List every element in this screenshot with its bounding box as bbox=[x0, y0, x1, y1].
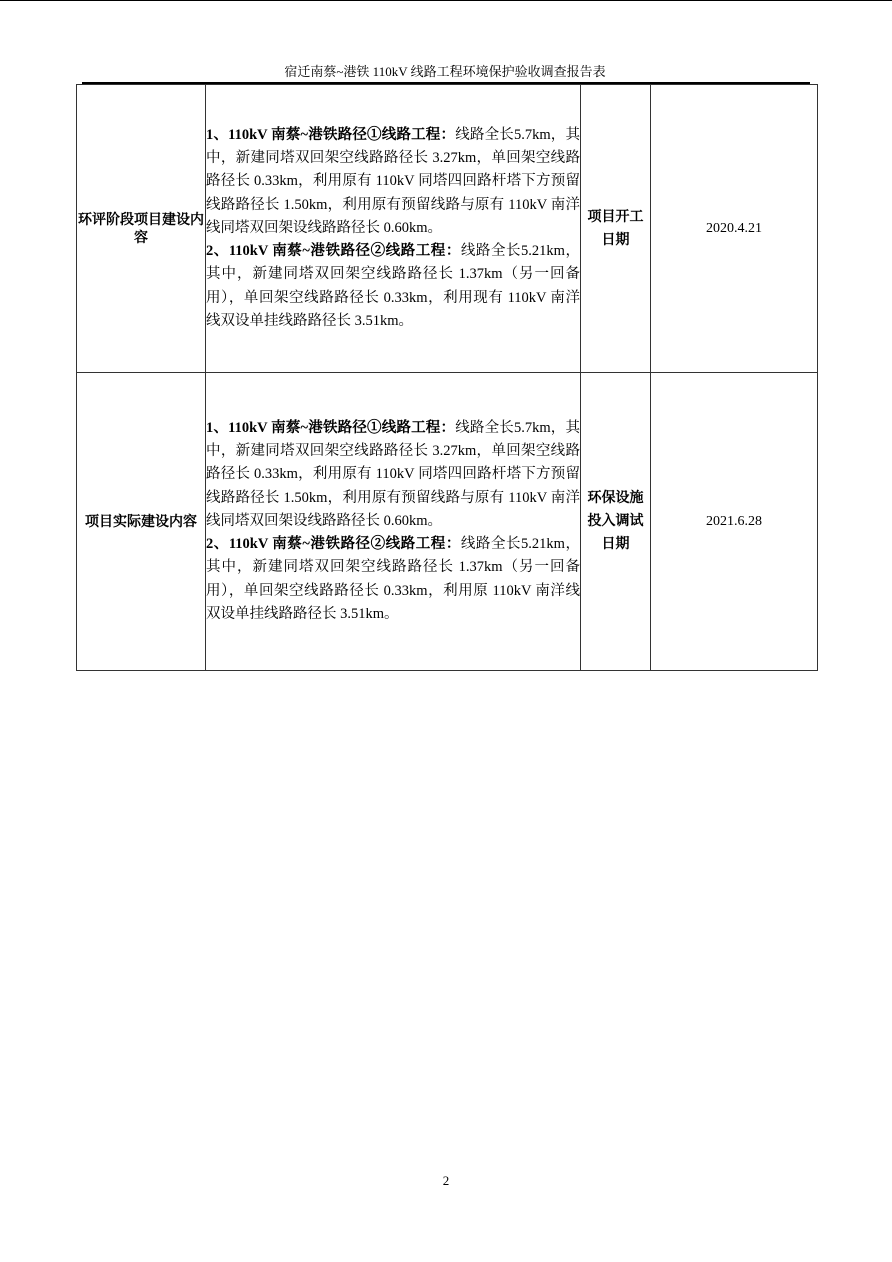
content-item-text: 线路全长5.21km，其中，新建同塔双回架空线路路径长 1.37km（另一回备用），单回架空线路路径长 0.33km，利用原 110kV 南洋线双设单挂线路路径长 3.51km。 bbox=[206, 536, 581, 622]
row-label-cell bbox=[77, 85, 206, 373]
content-item-heading: 2、110kV 南蔡~港铁路径②线路工程： bbox=[206, 243, 461, 260]
content-item bbox=[206, 533, 580, 626]
content-item-heading: 1、110kV 南蔡~港铁路径①线路工程： bbox=[206, 420, 456, 437]
content-item-text: 线路全长5.21km，其中，新建同塔双回架空线路路径长 1.37km（另一回备用），单回架空线路路径长 0.33km，利用现有 110kV 南洋线双设单挂线路路径长 3.51km。 bbox=[206, 243, 581, 329]
content-item-text: 线路全长5.7km，其中，新建同塔双回架空线路路径长 3.27km，单回架空线路路径长 0.33km，利用原有 110kV 同塔四回路杆塔下方预留线路路径长 1.50km，利用原有预留线路与原有 110kV 南洋线同塔双回架设线路路径长 0.60km。 bbox=[206, 420, 581, 529]
construction-content-cell bbox=[206, 85, 581, 373]
row-label: 项目实际建设内容 bbox=[85, 513, 197, 530]
commissioning-date-label: 环保设施投入调试日期 bbox=[587, 490, 644, 552]
date-value-cell bbox=[651, 85, 818, 373]
content-item-heading: 1、110kV 南蔡~港铁路径①线路工程： bbox=[206, 127, 456, 144]
table-row-actual-construction bbox=[77, 373, 818, 671]
commissioning-date-value: 2021.6.28 bbox=[706, 513, 762, 529]
date-label-cell bbox=[581, 373, 651, 671]
content-item bbox=[206, 417, 580, 533]
row-label: 环评阶段项目建设内容 bbox=[78, 211, 204, 246]
page-top-border bbox=[0, 0, 892, 1]
content-item bbox=[206, 124, 580, 240]
content-item-heading: 2、110kV 南蔡~港铁路径②线路工程： bbox=[206, 536, 461, 553]
project-info-table bbox=[76, 84, 818, 671]
date-label-cell bbox=[581, 85, 651, 373]
start-date-value: 2020.4.21 bbox=[706, 220, 762, 236]
table-row-eia-stage bbox=[77, 85, 818, 373]
running-header: 宿迁南蔡~港铁 110kV 线路工程环境保护验收调查报告表 bbox=[284, 64, 606, 79]
page-number: 2 bbox=[442, 1173, 450, 1188]
date-value-cell bbox=[651, 373, 818, 671]
construction-content-cell bbox=[206, 373, 581, 671]
start-date-label: 项目开工日期 bbox=[587, 208, 644, 248]
row-label-cell bbox=[77, 373, 206, 671]
content-item-text: 线路全长5.7km，其中，新建同塔双回架空线路路径长 3.27km，单回架空线路路径长 0.33km，利用原有 110kV 同塔四回路杆塔下方预留线路路径长 1.50km，利用原有预留线路与原有 110kV 南洋线同塔双回架设线路路径长 0.60km。 bbox=[206, 127, 581, 236]
content-item bbox=[206, 240, 580, 333]
